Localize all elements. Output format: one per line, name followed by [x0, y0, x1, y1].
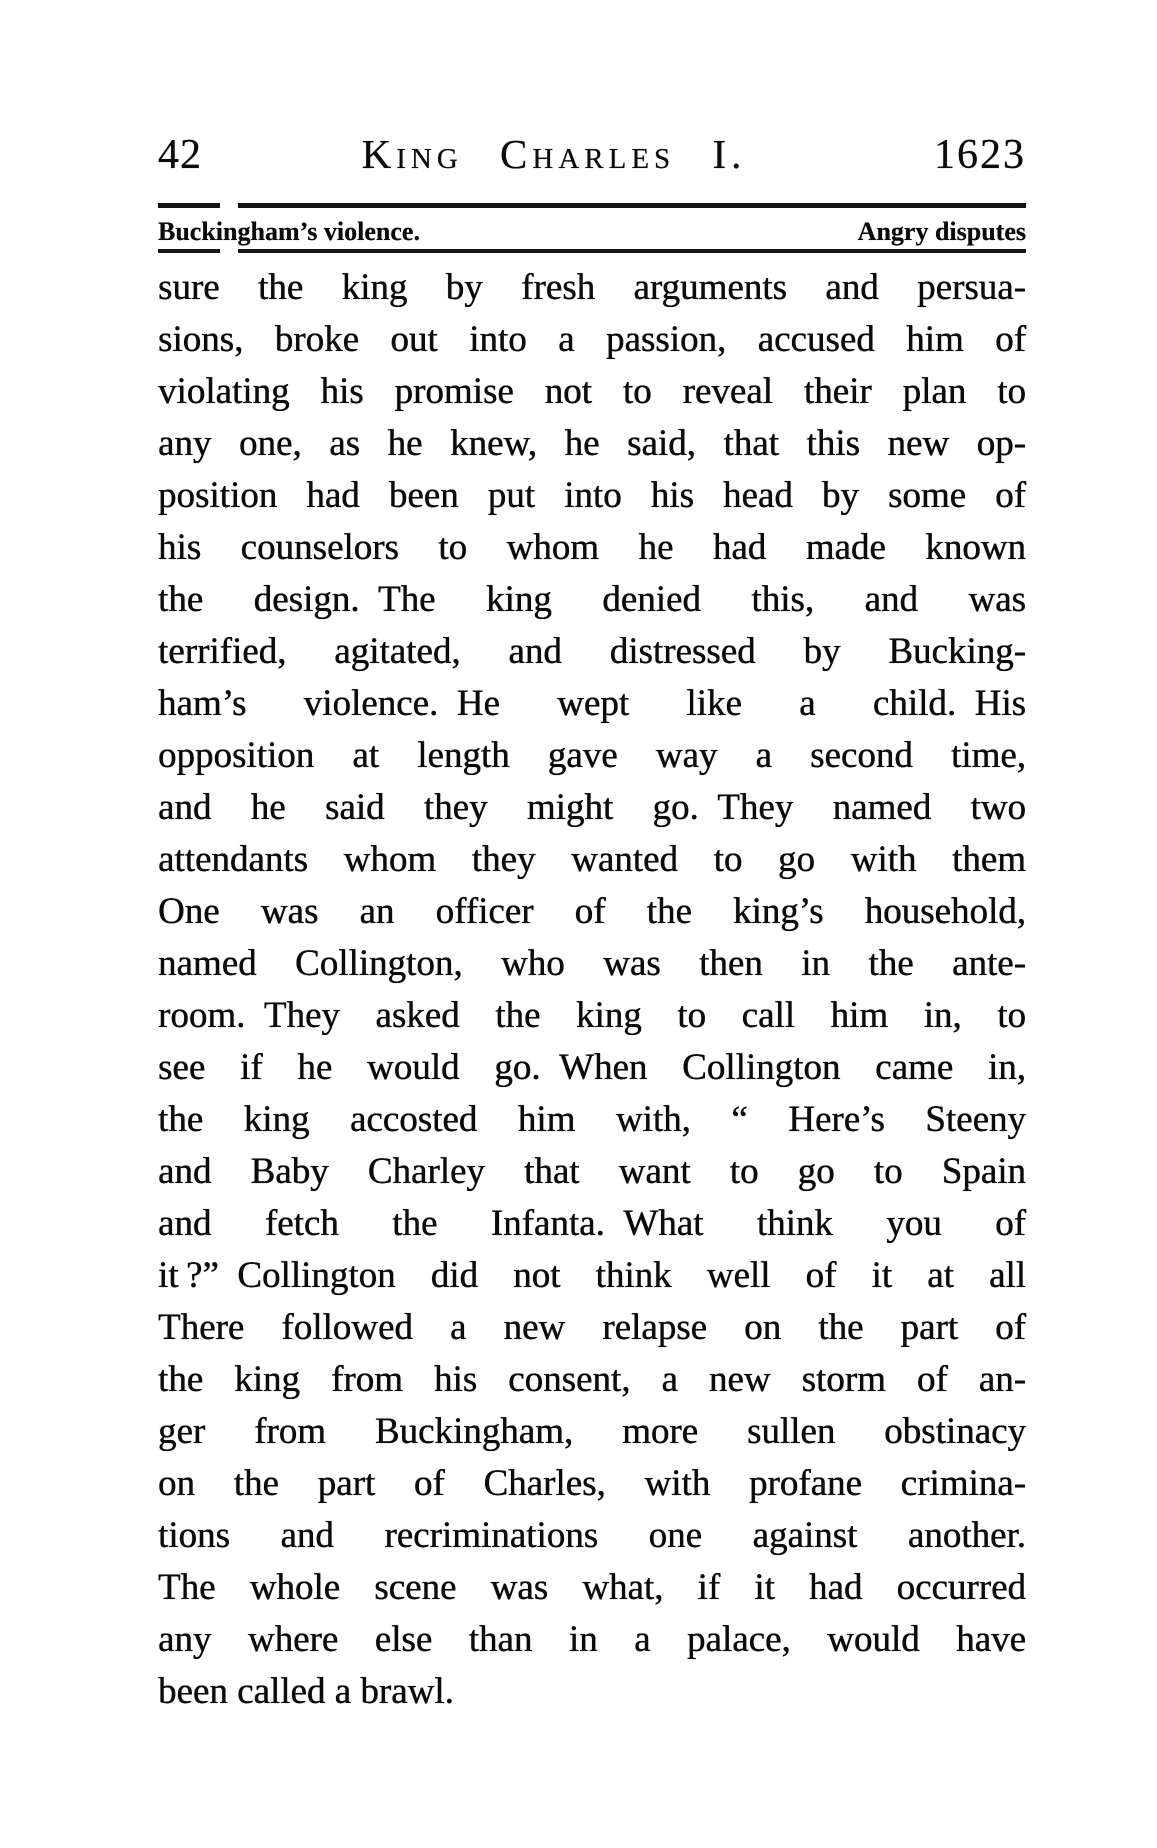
body-text-line: the king accosted him with, “ Here’s Steeny — [158, 1099, 1026, 1140]
body-paragraph — [158, 262, 1026, 1718]
body-text-line: named Collington, who was then in the ante- — [158, 943, 1026, 984]
header-rule-top — [158, 203, 1026, 208]
page-number: 42 — [158, 132, 202, 178]
body-text-line: position had been put into his head by some of — [158, 475, 1026, 516]
body-text-line: sure the king by fresh arguments and persua- — [158, 267, 1026, 308]
body-text-line: and Baby Charley that want to go to Spain — [158, 1151, 1026, 1192]
body-text-line: room. They asked the king to call him in, to — [158, 995, 1026, 1036]
rule-gap — [220, 249, 238, 253]
body-text-line: opposition at length gave way a second time, — [158, 735, 1026, 776]
body-text-line: his counselors to whom he had made known — [158, 527, 1026, 568]
body-text-line: ger from Buckingham, more sullen obstinacy — [158, 1411, 1026, 1452]
body-text-line: on the part of Charles, with profane crimina- — [158, 1463, 1026, 1504]
body-text-line: been called a brawl. — [158, 1671, 454, 1712]
body-text-line: any one, as he knew, he said, that this new op- — [158, 423, 1026, 464]
page-header — [158, 130, 1026, 179]
running-heads — [158, 217, 1026, 247]
rule-left-dash — [158, 249, 220, 253]
body-text-line: attendants whom they wanted to go with them — [158, 839, 1026, 880]
body-text-line: violating his promise not to reveal their plan to — [158, 371, 1026, 412]
body-text-line: There followed a new relapse on the part of — [158, 1307, 1026, 1348]
page-year: 1623 — [934, 132, 1026, 178]
body-text-line: tions and recriminations one against another. — [158, 1515, 1026, 1556]
header-rule-bottom — [158, 249, 1026, 253]
body-text-line: The whole scene was what, if it had occurred — [158, 1567, 1026, 1608]
rule-main-segment — [238, 203, 1026, 208]
body-text-line: the design. The king denied this, and was — [158, 579, 1026, 620]
body-text-line: the king from his consent, a new storm of an- — [158, 1359, 1026, 1400]
rule-main-segment — [238, 249, 1026, 253]
running-head-right: Angry disputes — [857, 217, 1026, 246]
body-text-line: and he said they might go. They named two — [158, 787, 1026, 828]
body-text-line: sions, broke out into a passion, accused him of — [158, 319, 1026, 360]
page-title: King Charles I. — [361, 131, 747, 177]
body-text-line: One was an officer of the king’s household, — [158, 891, 1026, 932]
body-text-line: and fetch the Infanta. What think you of — [158, 1203, 1026, 1244]
rule-gap — [220, 203, 238, 208]
body-text-line: ham’s violence. He wept like a child. His — [158, 683, 1026, 724]
body-text-line: terrified, agitated, and distressed by Bucking- — [158, 631, 1026, 672]
body-text-line: see if he would go. When Collington came in, — [158, 1047, 1026, 1088]
body-text-line: it ?” Collington did not think well of it at all — [158, 1255, 1026, 1296]
body-text-line: any where else than in a palace, would have — [158, 1619, 1026, 1660]
running-head-left: Buckingham’s violence. — [158, 217, 420, 246]
text-column — [158, 0, 1026, 1848]
rule-left-dash — [158, 203, 220, 208]
